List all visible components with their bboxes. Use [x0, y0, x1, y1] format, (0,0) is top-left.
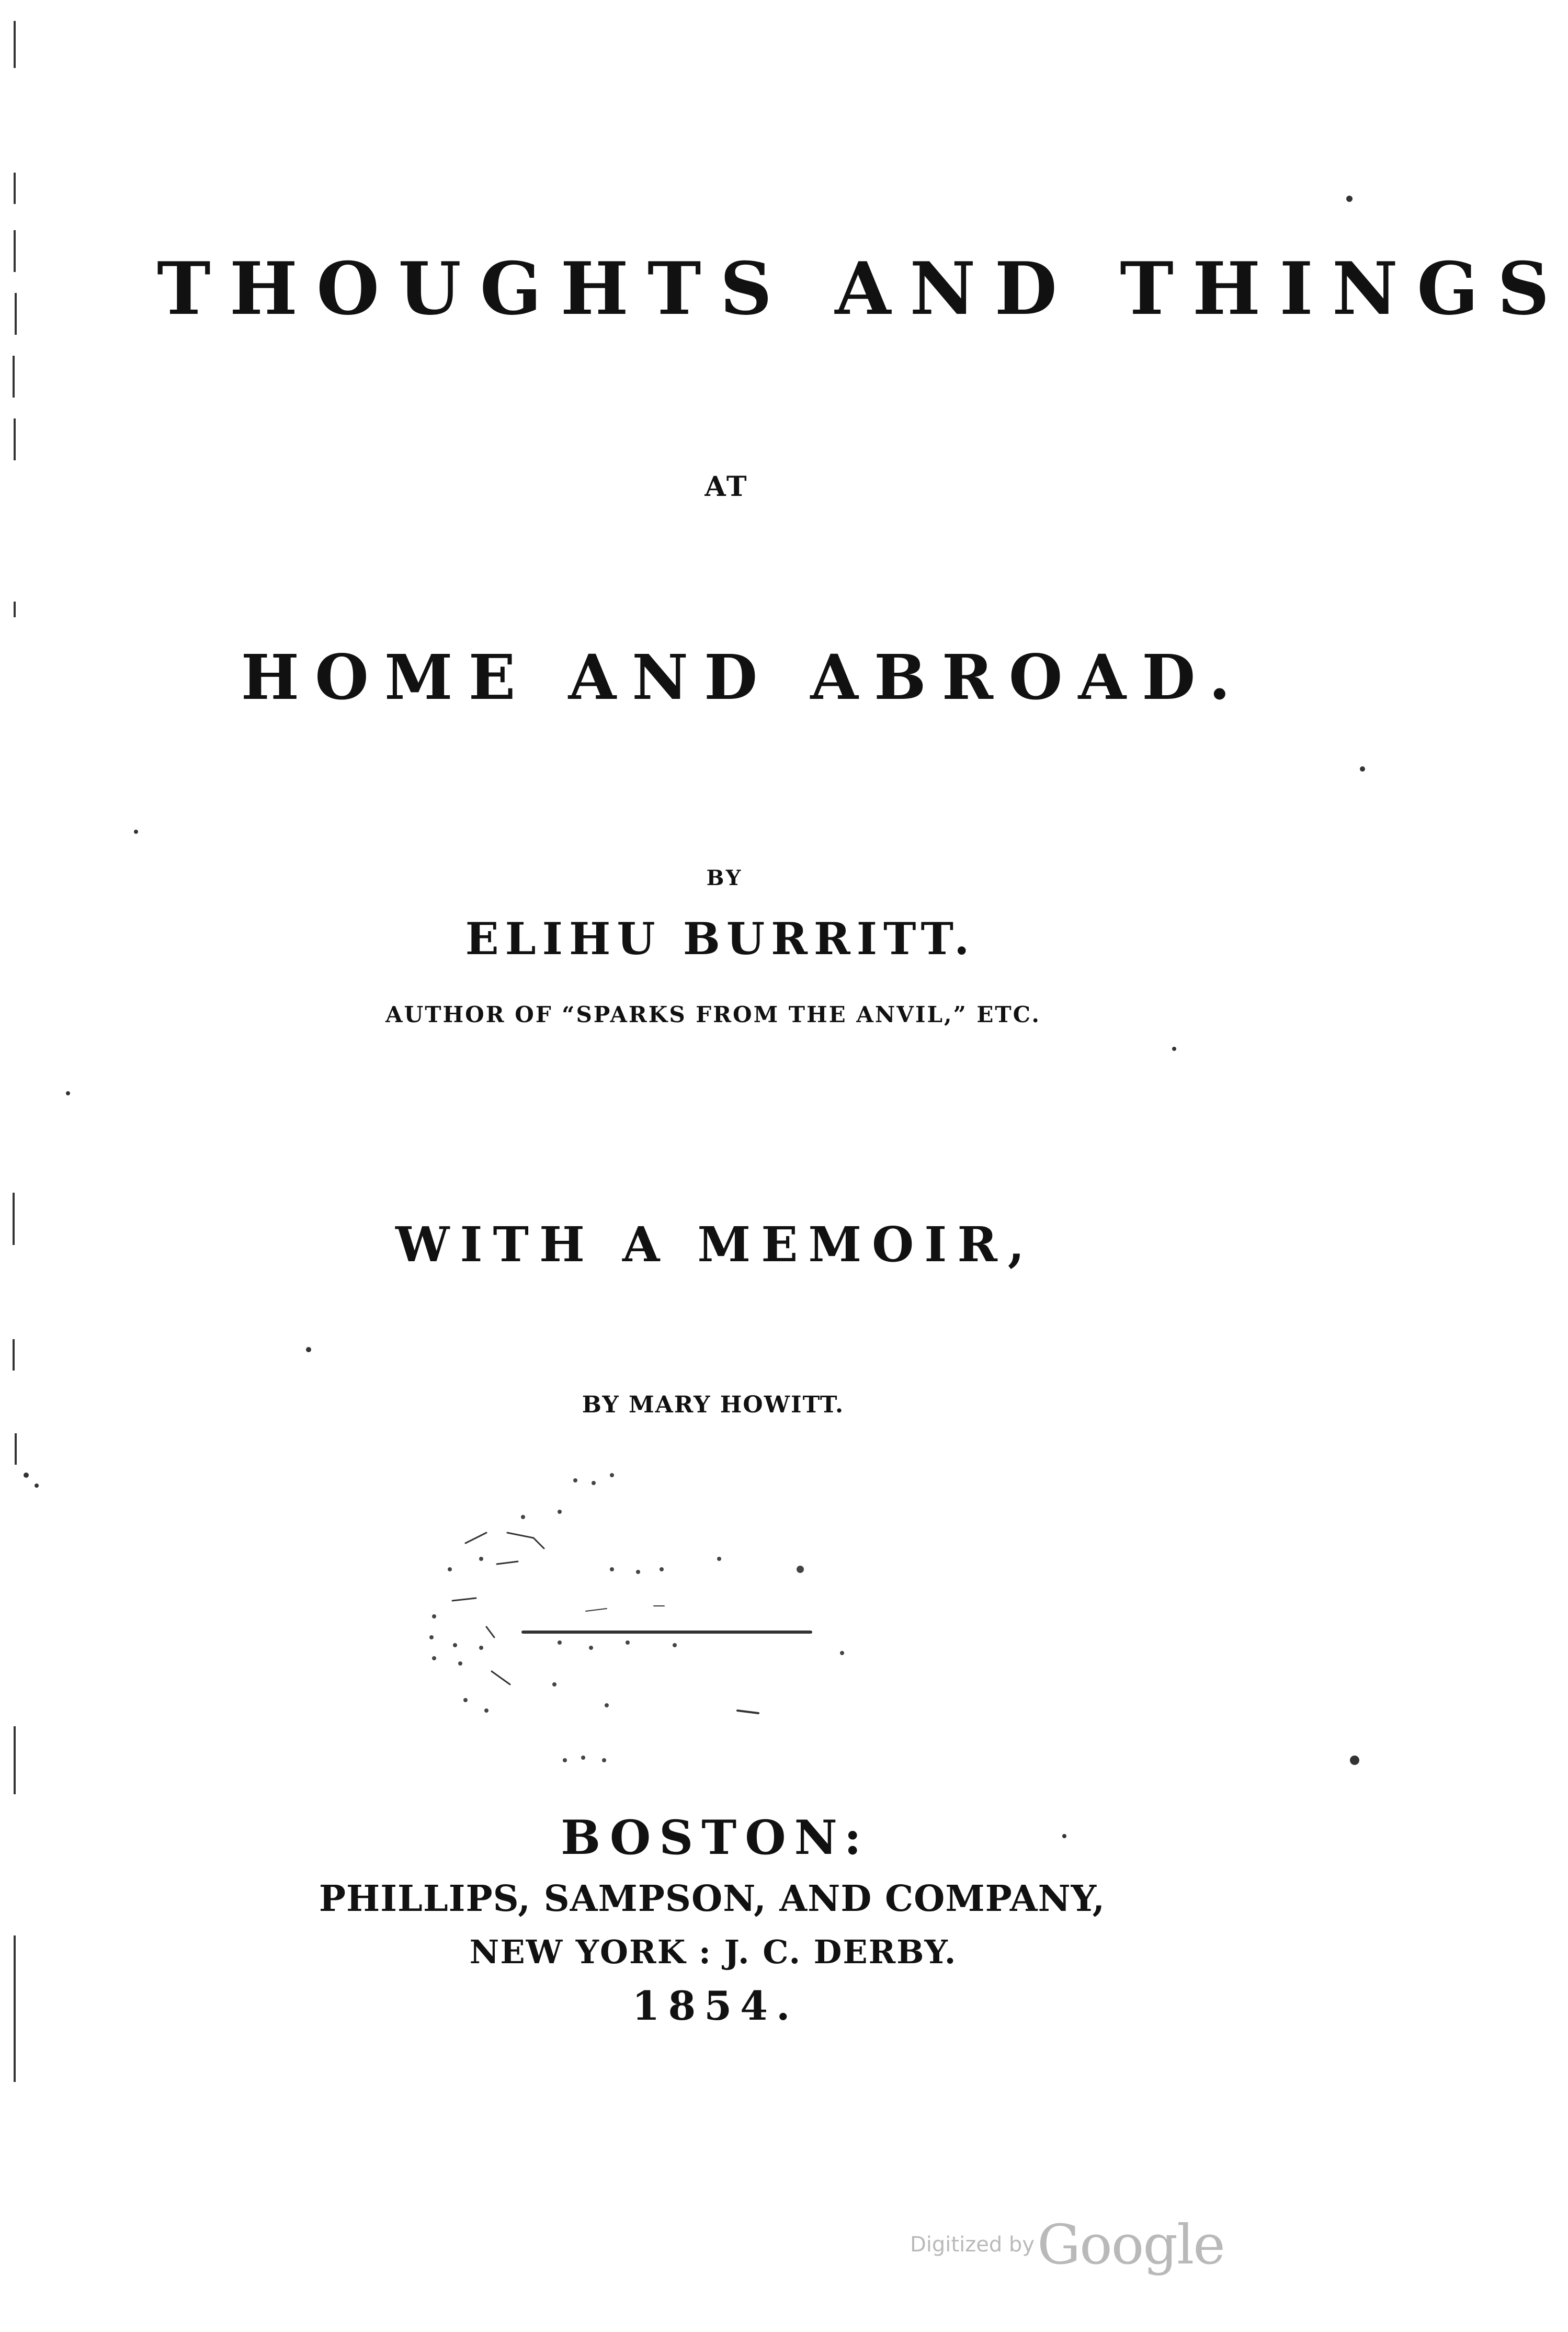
- book-title: THOUGHTS AND THINGS: [157, 246, 1568, 331]
- memoir-author: BY MARY HOWITT.: [582, 1391, 845, 1418]
- author-credit: AUTHOR OF “SPARKS FROM THE ANVIL,” ETC.: [385, 1002, 1041, 1027]
- author-name: ELIHU BURRITT.: [465, 913, 976, 965]
- book-subtitle: HOME AND ABROAD.: [241, 641, 1246, 714]
- imprint-branch: NEW YORK : J. C. DERBY.: [469, 1933, 957, 1971]
- imprint-city: BOSTON:: [561, 1810, 870, 1865]
- memoir-line: WITH A MEMOIR,: [395, 1216, 1035, 1273]
- faded-stamp: [403, 1459, 873, 1773]
- digitized-watermark: [910, 2213, 1245, 2276]
- imprint-year: 1854.: [632, 1983, 799, 2029]
- watermark-brand: Google: [1037, 2213, 1224, 2277]
- imprint-publisher: PHILLIPS, SAMPSON, AND COMPANY,: [319, 1878, 1106, 1920]
- by-label: BY: [706, 866, 743, 890]
- title-connector: AT: [705, 471, 749, 503]
- watermark-prefix: Digitized by: [910, 2233, 1035, 2257]
